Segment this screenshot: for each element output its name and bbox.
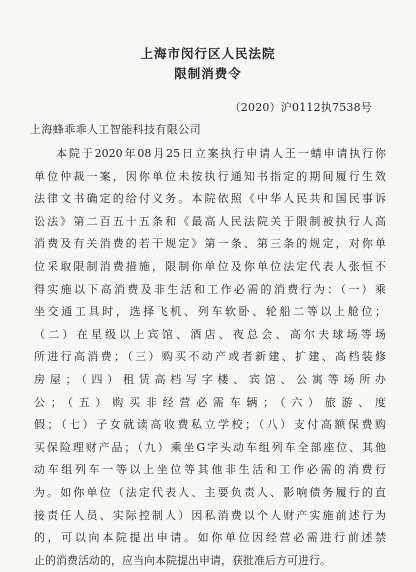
body-line: 消费及有关消费的若干规定》第一条、第三条的规定，对你单 [34, 237, 386, 251]
body-line: 买保险理财产品；（九）乘坐G字头动车组列车全部座位、其他 [34, 440, 386, 454]
body-line: （二）在星级以上宾馆、酒店、夜总会、高尔夫球场等场 [34, 327, 386, 341]
body-line: 接责任人员、实际控制人）因私消费以个人财产实施前述行为 [34, 508, 386, 522]
body-line: 单位仲裁一案，因你单位未按执行通知书指定的期间履行生效 [34, 169, 386, 183]
case-number: （2020）沪0112执7538号 [229, 101, 372, 114]
body-line: 所进行高消费；（三）购买不动产或者新建、扩建、高档装修 [34, 350, 386, 364]
court-name-title: 上海市闵行区人民法院 [140, 46, 276, 61]
body-line: 房屋；（四）租赁高档写字楼、宾馆、公寓等场所办 [34, 372, 386, 386]
body-line: 坐交通工具时，选择飞机、列车软卧、轮船二等以上舱位； [34, 305, 386, 319]
body-line: 止的消费活动的，应当向本院提出申请，获批准后方可进行。 [34, 553, 331, 567]
body-line: 法律文书确定的给付义务。本院依照《中华人民共和国民事诉 [34, 192, 386, 206]
body-line: 位采取限制消费措施，限制你单位及你单位法定代表人张恒不 [34, 259, 386, 273]
body-line: 的，可以向本院提出申请。如你单位因经营必需进行前述禁 [34, 531, 386, 545]
body-line: 动车组列车一等以上坐位等其他非生活和工作必需的消费行 [34, 463, 386, 477]
body-line: 为。如你单位（法定代表人、主要负责人、影响债务履行的直 [34, 485, 386, 499]
recipient-name: 上海蜂乖乖人工智能科技有限公司 [30, 123, 201, 136]
order-title: 限制消费令 [174, 66, 242, 81]
body-line: 讼法》第二百五十五条和《最高人民法院关于限制被执行人高 [34, 214, 386, 228]
order-body [34, 143, 386, 572]
body-line: 公；（五）购买非经营必需车辆；（六）旅游、度 [34, 395, 386, 409]
body-line: 本院于2020年08月25日立案执行申请人王一蜻申请执行你 [56, 147, 386, 160]
body-line: 假；（七）子女就读高收费私立学校；（八）支付高额保费购 [34, 418, 386, 432]
body-line: 得实施以下高消费及非生活和工作必需的消费行为：（一）乘 [34, 282, 386, 296]
